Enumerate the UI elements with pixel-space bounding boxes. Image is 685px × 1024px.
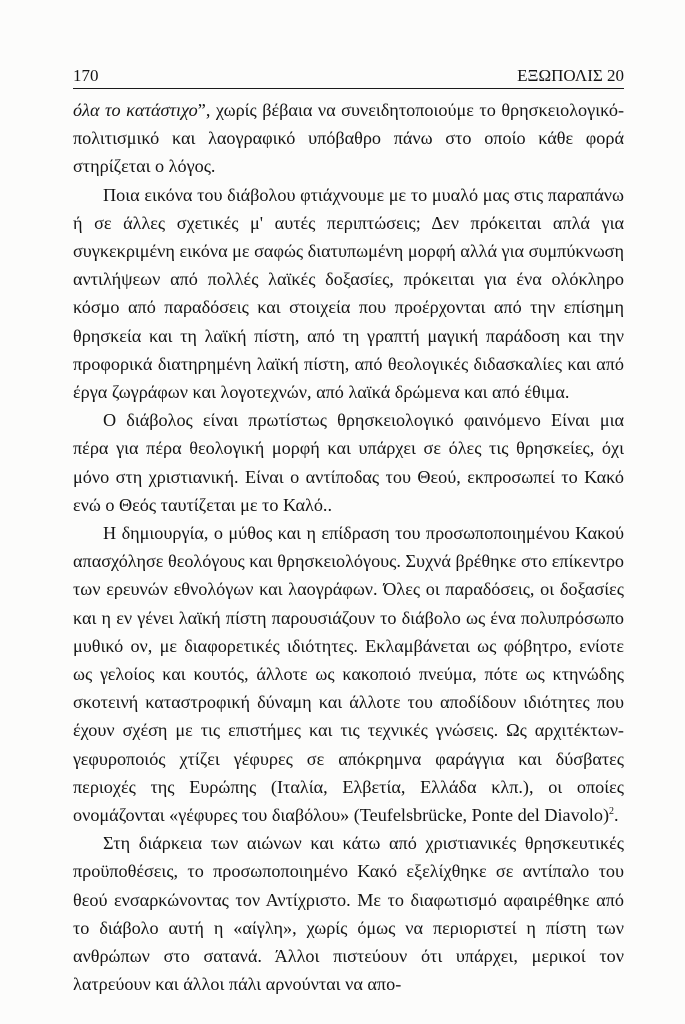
paragraph-5: Στη διάρκεια των αιώνων και κάτω από χριστιανικές θρησκευτικές προϋποθέσεις, το προσωποποιημένο Κακό εξελίχθηκε σε αντίπαλο του θεού ενσαρκώνοντας τον Αντίχριστο. Με το διαφωτισμό αφαιρέθηκε από το διάβολο αυτή η «αίγλη», χωρίς όμως να περιοριστεί η πίστη των ανθρώπων στο σατανά. Άλλοι πιστεύουν ότι υπάρχει, μερικοί τον λατρεύουν και άλλοι πάλι αρνούνται να απο-	[73, 833, 624, 995]
closing-quote: ”	[197, 100, 206, 120]
paragraph-4	[73, 519, 624, 829]
page-body	[73, 96, 624, 999]
running-title: ΕΞΩΠΟΛΙΣ 20	[517, 66, 624, 85]
footnote-marker: 2	[609, 806, 615, 818]
italic-lead: όλα το κατάστιχο	[73, 100, 198, 120]
paragraph-3: Ο διάβολος είναι πρωτίστως θρησκειολογικό φαινόμενο Είναι μια πέρα για πέρα θεολογική μορφή και υπάρχει σε όλες τις θρησκείες, όχι μόνο στη χριστιανική. Είναι ο αντίποδας του Θεού, εκπροσωπεί το Κακό ενώ ο Θεός ταυτίζεται με το Καλό..	[73, 410, 624, 515]
paragraph-2: Ποια εικόνα του διάβολου φτιάχνουμε με το μυαλό μας στις παραπάνω ή σε άλλες σχετικές μ' αυτές περιπτώσεις; Δεν πρόκειται απλά για συγκεκριμένη εικόνα με σαφώς διατυπωμένη μορφή αλλά για συμπύκνωση αντιλήψεων από πολλές λαϊκές δοξασίες, πρόκειται για ένα ολόκληρο κόσμο από παραδόσεις και στοιχεία που προέρχονται από την επίσημη θρησκεία και τη λαϊκή πίστη, από τη γραπτή μαγική παράδοση και την προφορικά διατηρημένη λαϊκή πίστη, από θεολογικές διδασκαλίες και από έργα ζωγράφων και λογοτεχνών, από λαϊκά δρώμενα και από έθιμα.	[73, 184, 624, 403]
paragraph-1	[73, 96, 624, 181]
paragraph-text: , χωρίς βέβαια να συνειδητοποιούμε το θρησκειολογικό-πολιτισμικό και λαογραφικό υπόβαθρο πάνω στο οποίο κάθε φορά στηρίζεται ο λόγος.	[73, 100, 624, 177]
page-number: 170	[73, 66, 99, 85]
page-header	[73, 66, 624, 89]
paragraph-tail: .	[614, 805, 619, 826]
paragraph-text: Η δημιουργία, ο μύθος και η επίδραση του προσωποποιημένου Κακού απασχόλησε θεολόγους και θρησκειολόγους. Συχνά βρέθηκε στο επίκεντρο των ερευνών εθνολόγων και λαογράφων. Όλες οι παραδόσεις, οι δοξασίες και η εν γένει λαϊκή πίστη παρουσιάζουν το διάβολο ως ένα πολυπρόσωπο μυθικό ον, με διαφορετικές ιδιότητες. Εκλαμβάνεται ως φόβητρο, ενίοτε ως γελοίος και κουτός, άλλοτε ως κακοποιό πνεύμα, πότε ως κτηνώδης σκοτεινή καταστροφική δύναμη και άλλοτε του αποδίδουν ιδιότητες που έχουν σχέση με τις επιστήμες και τις τεχνικές γνώσεις. Ως αρχιτέκτων-γεφυροποιός χτίζει γέφυρες σε απόκρημνα φαράγγια και δύσβατες περιοχές της Ευρώπης (Ιταλία, Ελβετία, Ελλάδα κλπ.), οι οποίες ονομάζονται «γέφυρες του διαβόλου» (Teufelsbrücke, Ponte del Diavolo)	[73, 523, 624, 826]
